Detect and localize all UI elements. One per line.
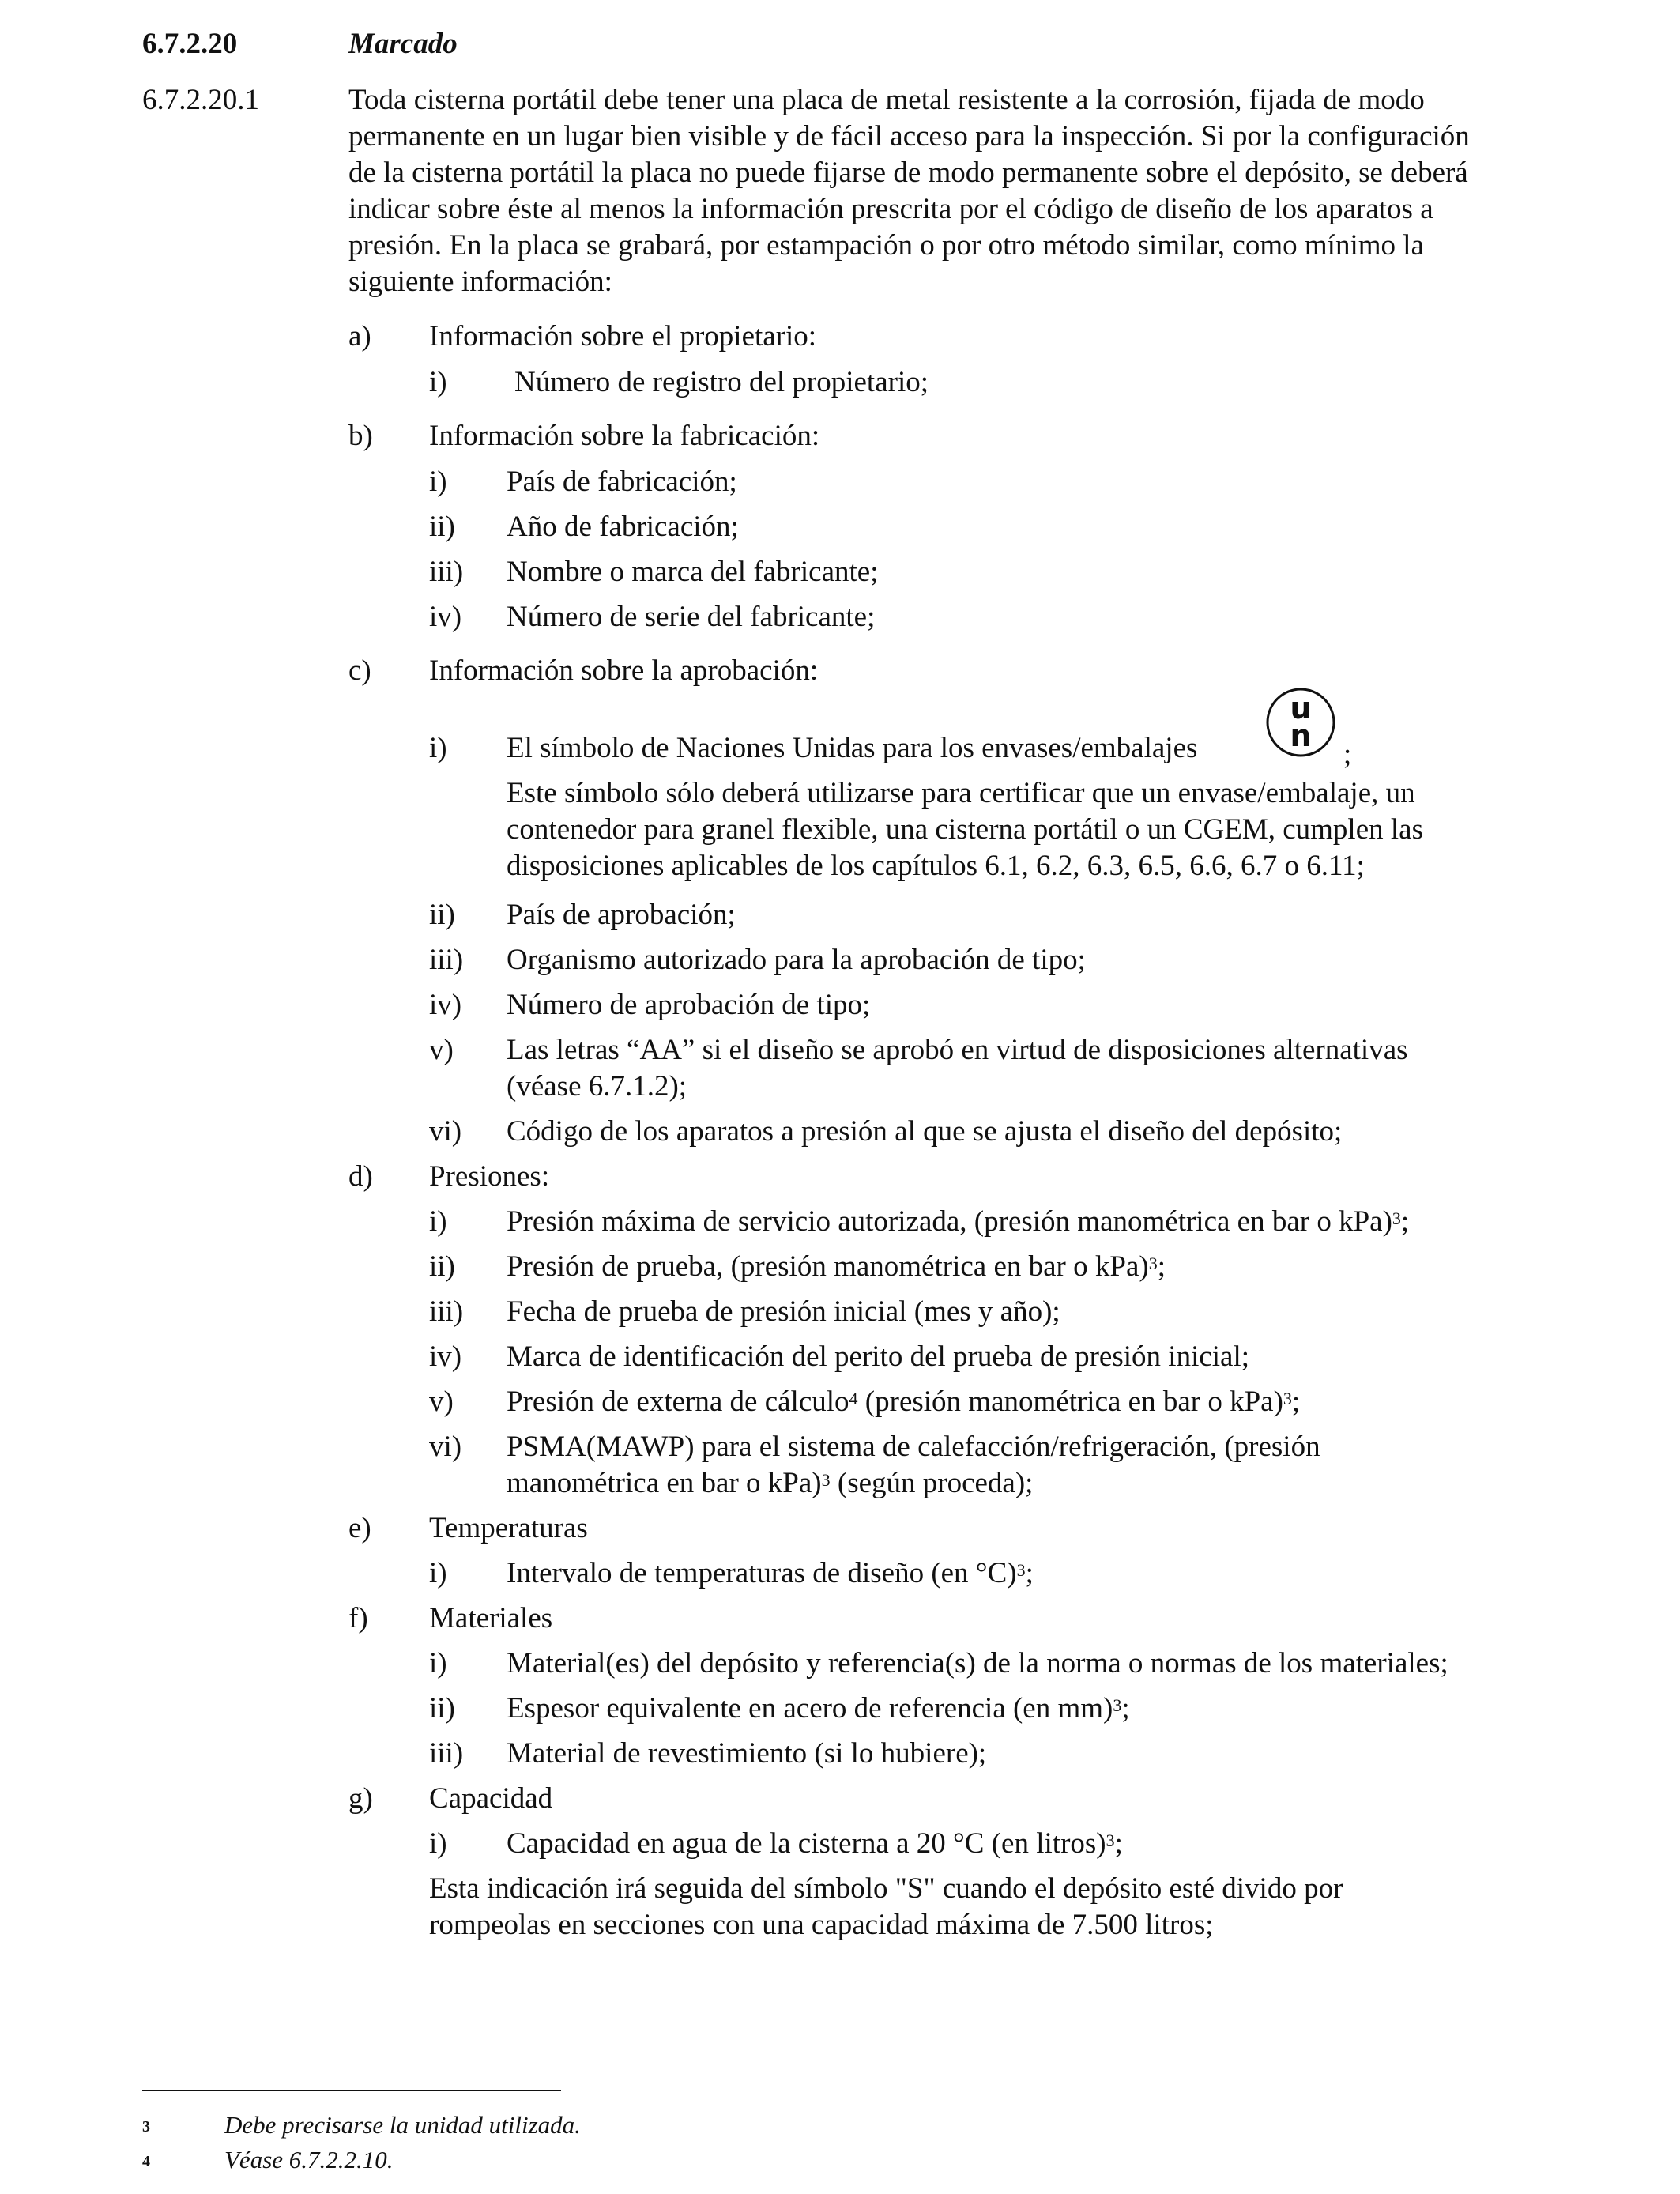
list-label: c)	[348, 654, 371, 687]
list-item-number: iv)	[429, 601, 462, 633]
list-item-number: vi)	[429, 1115, 462, 1148]
list-item-number: i)	[429, 1205, 447, 1238]
list-item-number: v)	[429, 1385, 454, 1418]
list-item-number: i)	[429, 466, 447, 498]
list-item: El símbolo de Naciones Unidas para los envases/embalajes	[507, 732, 1198, 764]
list-item: PSMA(MAWP) para el sistema de calefacción/refrigeración, (presión	[507, 1431, 1320, 1463]
list-item-number: iii)	[429, 1295, 464, 1328]
list-item: Capacidad en agua de la cisterna a 20 °C (en litros)$^3$;	[507, 1827, 1123, 1860]
section-title: Marcado	[348, 28, 458, 60]
list-heading: Presiones:	[429, 1160, 550, 1193]
list-item-number: i)	[429, 1647, 447, 1679]
list-heading: Temperaturas	[429, 1512, 588, 1544]
list-label: g)	[348, 1782, 373, 1815]
list-heading: Información sobre el propietario:	[429, 320, 817, 352]
paragraph-line: presión. En la placa se grabará, por estampación o por otro método similar, como mínimo la	[348, 229, 1424, 262]
list-item: Presión máxima de servicio autorizada, (presión manométrica en bar o kPa)$^3$;	[507, 1205, 1410, 1238]
un-symbol-top: u	[1290, 691, 1312, 726]
list-item: Número de registro del propietario;	[514, 366, 929, 398]
paragraph-line: indicar sobre éste al menos la información prescrita por el código de diseño de los aparatos a	[348, 193, 1433, 225]
list-label: a)	[348, 320, 371, 352]
list-item-continuation: (véase 6.7.1.2);	[507, 1070, 687, 1103]
list-item-number: vi)	[429, 1431, 462, 1463]
un-packaging-symbol-icon	[1265, 687, 1336, 758]
list-item-number: iii)	[429, 556, 464, 588]
list-item-number: i)	[429, 732, 447, 764]
note-line: rompeolas en secciones con una capacidad máxima de 7.500 litros;	[429, 1909, 1214, 1941]
list-heading: Capacidad	[429, 1782, 553, 1815]
list-item-number: iii)	[429, 944, 464, 976]
list-item-number: ii)	[429, 1692, 455, 1725]
list-label: f)	[348, 1602, 368, 1634]
list-item: Organismo autorizado para la aprobación de tipo;	[507, 944, 1086, 976]
list-item-number: v)	[429, 1034, 454, 1066]
footnote-number: 4	[142, 2153, 150, 2170]
list-item: Intervalo de temperaturas de diseño (en °C)$^3$;	[507, 1557, 1034, 1589]
list-item: País de fabricación;	[507, 466, 737, 498]
list-item: Material(es) del depósito y referencia(s) de la norma o normas de los materiales;	[507, 1647, 1448, 1679]
list-item-number: iv)	[429, 989, 462, 1021]
paragraph-line: siguiente información:	[348, 266, 612, 298]
note-line: contenedor para granel flexible, una cisterna portátil o un CGEM, cumplen las	[507, 813, 1423, 846]
note-line: disposiciones aplicables de los capítulos 6.1, 6.2, 6.3, 6.5, 6.6, 6.7 o 6.11;	[507, 850, 1365, 882]
footnote-separator	[142, 2090, 561, 2091]
list-heading: Información sobre la fabricación:	[429, 420, 820, 452]
list-item-number: i)	[429, 1557, 447, 1589]
paragraph-line: de la cisterna portátil la placa no puede fijarse de modo permanente sobre el depósito, se deberá	[348, 156, 1468, 189]
list-item: Código de los aparatos a presión al que se ajusta el diseño del depósito;	[507, 1115, 1343, 1148]
list-item: Número de aprobación de tipo;	[507, 989, 871, 1021]
list-item: Presión de externa de cálculo$^4$ (presión manométrica en bar o kPa)$^3$;	[507, 1385, 1301, 1418]
list-item: Número de serie del fabricante;	[507, 601, 876, 633]
footnote-text: Véase 6.7.2.2.10.	[224, 2146, 394, 2173]
list-item-number: ii)	[429, 899, 455, 931]
list-item: Marca de identificación del perito del prueba de presión inicial;	[507, 1340, 1250, 1373]
list-item: Material de revestimiento (si lo hubiere);	[507, 1737, 987, 1770]
note-line: Este símbolo sólo deberá utilizarse para certificar que un envase/embalaje, un	[507, 777, 1415, 809]
footnote-text: Debe precisarse la unidad utilizada.	[224, 2111, 581, 2139]
list-item-number: i)	[429, 366, 447, 398]
list-label: d)	[348, 1160, 373, 1193]
list-item-end: ;	[1343, 738, 1352, 771]
list-item: Fecha de prueba de presión inicial (mes y año);	[507, 1295, 1060, 1328]
section-number: 6.7.2.20	[142, 28, 238, 60]
list-item: Año de fabricación;	[507, 511, 739, 543]
list-item: Nombre o marca del fabricante;	[507, 556, 879, 588]
un-symbol-bottom: n	[1290, 718, 1312, 753]
list-heading: Materiales	[429, 1602, 553, 1634]
list-item-number: iii)	[429, 1737, 464, 1770]
list-item-number: ii)	[429, 1250, 455, 1283]
footnote-number: 3	[142, 2118, 150, 2136]
list-item-continuation: manométrica en bar o kPa)$^3$ (según proceda);	[507, 1467, 1034, 1499]
list-item: Las letras “AA” si el diseño se aprobó en virtud de disposiciones alternativas	[507, 1034, 1408, 1066]
paragraph-line: Toda cisterna portátil debe tener una placa de metal resistente a la corrosión, fijada de modo	[348, 84, 1425, 116]
list-item-number: ii)	[429, 511, 455, 543]
list-heading: Información sobre la aprobación:	[429, 654, 819, 687]
list-item: Presión de prueba, (presión manométrica en bar o kPa)$^3$;	[507, 1250, 1166, 1283]
list-item-number: iv)	[429, 1340, 462, 1373]
paragraph-number: 6.7.2.20.1	[142, 84, 259, 116]
paragraph-line: permanente en un lugar bien visible y de fácil acceso para la inspección. Si por la configuración	[348, 120, 1470, 153]
list-item: Espesor equivalente en acero de referencia (en mm)$^3$;	[507, 1692, 1130, 1725]
list-label: e)	[348, 1512, 371, 1544]
list-label: b)	[348, 420, 373, 452]
list-item: País de aprobación;	[507, 899, 736, 931]
list-item-number: i)	[429, 1827, 447, 1860]
note-line: Esta indicación irá seguida del símbolo "S" cuando el depósito esté divido por	[429, 1872, 1343, 1905]
